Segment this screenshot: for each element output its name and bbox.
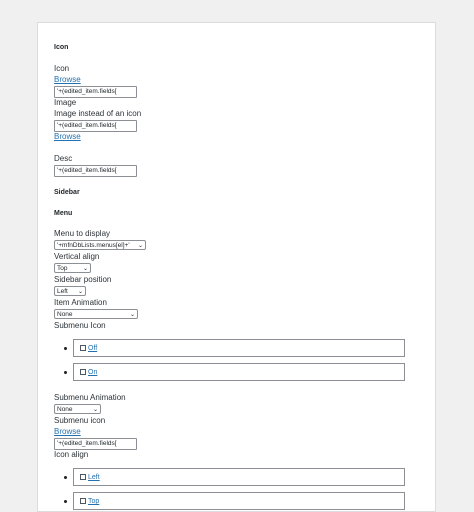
icon-input[interactable]: '+(edited_item.fields[ (54, 86, 137, 98)
submenu-icon2-browse-link[interactable]: Browse (54, 427, 81, 436)
image-sublabel: Image instead of an icon (54, 109, 142, 118)
item-animation-label: Item Animation (54, 298, 107, 307)
submenu-animation-value: None (57, 406, 73, 413)
desc-input[interactable]: '+(edited_item.fields[ (54, 165, 137, 177)
checkbox[interactable] (80, 369, 86, 375)
icon-align-option-top[interactable] (73, 492, 405, 510)
submenu-animation-select[interactable] (54, 404, 101, 414)
icon-label: Icon (54, 64, 70, 73)
menu-display-label: Menu to display (54, 229, 111, 238)
submenu-icon-option-off[interactable] (73, 339, 405, 357)
option-label[interactable]: Top (88, 498, 100, 505)
vertical-align-label: Vertical align (54, 252, 100, 261)
icon-align-label: Icon align (54, 450, 89, 459)
option-label[interactable]: Off (88, 345, 98, 352)
chevron-down-icon: ⌄ (129, 312, 135, 318)
image-input[interactable]: '+(edited_item.fields[ (54, 120, 137, 132)
settings-panel (37, 22, 436, 512)
desc-label: Desc (54, 154, 73, 163)
vertical-align-value: Top (57, 265, 68, 272)
sidebar-section-heading: Sidebar (54, 189, 80, 196)
icon-browse-link[interactable]: Browse (54, 75, 81, 84)
submenu-icon-option-on[interactable] (73, 363, 405, 381)
checkbox[interactable] (80, 474, 86, 480)
chevron-down-icon: ⌄ (92, 407, 98, 413)
menu-display-select[interactable] (54, 240, 146, 250)
list-bullet (64, 371, 67, 374)
list-bullet (64, 476, 67, 479)
sidebar-position-value: Left (57, 288, 68, 295)
submenu-icon2-label: Submenu icon (54, 416, 106, 425)
option-label[interactable]: Left (88, 474, 100, 481)
menu-display-value: '+mfnDbLists.menus[el]+' (57, 242, 130, 249)
chevron-down-icon: ⌄ (137, 243, 143, 249)
item-animation-value: None (57, 311, 73, 318)
chevron-down-icon: ⌄ (82, 266, 88, 272)
menu-section-heading: Menu (54, 210, 73, 217)
icon-align-option-left[interactable] (73, 468, 405, 486)
submenu-animation-label: Submenu Animation (54, 393, 126, 402)
checkbox[interactable] (80, 498, 86, 504)
submenu-icon2-input[interactable]: '+(edited_item.fields[ (54, 438, 137, 450)
item-animation-select[interactable] (54, 309, 138, 319)
icon-section-heading: Icon (54, 44, 69, 51)
vertical-align-select[interactable] (54, 263, 91, 273)
checkbox[interactable] (80, 345, 86, 351)
image-browse-link[interactable]: Browse (54, 132, 81, 141)
chevron-down-icon: ⌄ (77, 289, 83, 295)
sidebar-position-select[interactable] (54, 286, 86, 296)
image-label: Image (54, 98, 77, 107)
sidebar-position-label: Sidebar position (54, 275, 112, 284)
list-bullet (64, 500, 67, 503)
option-label[interactable]: On (88, 369, 98, 376)
list-bullet (64, 347, 67, 350)
submenu-icon-label: Submenu Icon (54, 321, 106, 330)
